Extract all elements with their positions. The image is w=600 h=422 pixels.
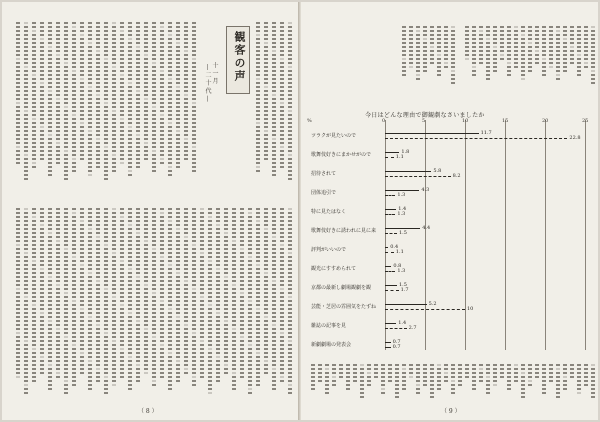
text-column bbox=[444, 26, 450, 70]
text-column bbox=[272, 208, 278, 392]
text-column bbox=[430, 26, 436, 66]
text-column bbox=[437, 26, 443, 78]
text-column bbox=[32, 208, 38, 384]
text-column bbox=[514, 26, 520, 70]
text-column bbox=[264, 208, 270, 376]
text-column bbox=[80, 22, 86, 162]
text-column bbox=[160, 208, 166, 380]
text-column bbox=[423, 26, 429, 74]
text-column bbox=[184, 22, 190, 162]
text-column bbox=[563, 364, 569, 392]
text-column bbox=[311, 364, 317, 392]
text-column bbox=[570, 364, 576, 380]
text-column bbox=[176, 22, 182, 170]
text-column bbox=[128, 208, 134, 392]
data-label: 1.7 bbox=[400, 287, 409, 293]
data-label: 4.3 bbox=[421, 187, 430, 193]
category-label: 観光にすすめられて bbox=[311, 266, 357, 272]
bar-series-2 bbox=[385, 271, 395, 272]
text-column bbox=[577, 26, 583, 78]
text-column bbox=[381, 364, 387, 396]
bar-series-2 bbox=[385, 195, 395, 196]
text-column bbox=[374, 364, 380, 380]
category-label: 評判がいいので bbox=[311, 247, 347, 253]
data-label: 0.8 bbox=[393, 263, 402, 269]
text-column bbox=[24, 22, 30, 182]
text-column bbox=[192, 208, 198, 388]
text-column bbox=[128, 22, 134, 178]
text-column bbox=[591, 26, 597, 86]
data-label: 1.3 bbox=[397, 192, 406, 198]
bar-series-1 bbox=[385, 133, 479, 134]
data-label: 1.3 bbox=[397, 268, 406, 274]
text-column bbox=[72, 208, 78, 388]
text-column bbox=[507, 26, 513, 78]
text-column bbox=[200, 208, 206, 380]
text-column bbox=[56, 22, 62, 166]
article-title: 観客の声 bbox=[233, 31, 246, 83]
text-column bbox=[256, 22, 262, 174]
text-column bbox=[521, 26, 527, 82]
text-column bbox=[430, 364, 436, 400]
article-subtitle-age: ― 二 十 代 ― bbox=[204, 64, 211, 102]
category-label: 新劇劇場の発表会 bbox=[311, 342, 352, 348]
magazine-spread bbox=[2, 2, 598, 420]
text-column bbox=[112, 208, 118, 388]
text-column bbox=[48, 208, 54, 392]
bar-series-2 bbox=[385, 328, 407, 329]
text-column bbox=[584, 26, 590, 70]
text-column bbox=[280, 22, 286, 170]
data-label: 2.7 bbox=[408, 325, 417, 331]
text-column bbox=[472, 26, 478, 78]
text-column bbox=[360, 364, 366, 400]
bar-series-1 bbox=[385, 266, 391, 267]
text-column bbox=[136, 22, 142, 170]
text-column bbox=[507, 364, 513, 392]
text-column bbox=[346, 364, 352, 392]
text-column bbox=[514, 364, 520, 384]
text-column bbox=[136, 208, 142, 384]
data-label: 1.4 bbox=[398, 206, 407, 212]
text-column bbox=[318, 364, 324, 384]
bar-series-2 bbox=[385, 176, 451, 177]
text-column bbox=[40, 208, 46, 376]
text-column bbox=[465, 364, 471, 380]
text-column bbox=[264, 22, 270, 162]
text-column bbox=[176, 208, 182, 384]
text-column bbox=[549, 26, 555, 70]
data-label: 11.7 bbox=[480, 130, 492, 136]
text-column bbox=[40, 22, 46, 162]
text-column bbox=[288, 22, 294, 182]
text-column bbox=[272, 22, 278, 178]
category-label: 雑誌の記事を見 bbox=[311, 323, 347, 329]
bar-series-1 bbox=[385, 228, 420, 229]
bar-series-2 bbox=[385, 309, 465, 310]
text-column bbox=[535, 364, 541, 380]
data-label: 0.7 bbox=[392, 344, 401, 350]
text-column bbox=[120, 22, 126, 166]
grid-line bbox=[425, 120, 426, 350]
bar-series-1 bbox=[385, 342, 391, 343]
text-column bbox=[479, 26, 485, 66]
text-column bbox=[48, 22, 54, 178]
data-label: 1.3 bbox=[397, 211, 406, 217]
text-column bbox=[472, 364, 478, 392]
text-column bbox=[584, 364, 590, 388]
category-label: 芸能・芝居の雰囲気をたずね bbox=[311, 304, 377, 310]
grid-line bbox=[385, 120, 386, 350]
text-column bbox=[416, 364, 422, 396]
text-column bbox=[240, 208, 246, 380]
text-column bbox=[416, 26, 422, 82]
text-column bbox=[144, 22, 150, 162]
grid-line bbox=[465, 120, 466, 350]
category-label: 団体追引で bbox=[311, 190, 337, 196]
text-column bbox=[395, 364, 401, 400]
category-label: ツラクが見たいので bbox=[311, 133, 357, 139]
text-column bbox=[500, 364, 506, 380]
category-label: 京都の最新し劇場観劇を観 bbox=[311, 285, 372, 291]
text-column bbox=[535, 26, 541, 66]
bar-series-2 bbox=[385, 233, 397, 234]
text-column bbox=[451, 26, 457, 86]
text-column bbox=[96, 22, 102, 170]
chart-unit-label: % bbox=[307, 118, 312, 124]
text-column bbox=[112, 22, 118, 174]
data-label: 1.5 bbox=[399, 282, 407, 288]
text-column bbox=[64, 22, 70, 182]
data-label: 5.2 bbox=[428, 301, 437, 307]
text-column bbox=[563, 26, 569, 74]
bar-series-1 bbox=[385, 171, 431, 172]
chart-title: 今日はどんな理由で御観劇なさいましたか bbox=[365, 112, 485, 119]
text-column bbox=[458, 364, 464, 388]
text-column bbox=[80, 208, 86, 376]
text-column bbox=[72, 22, 78, 174]
text-column bbox=[528, 364, 534, 388]
data-label: 1.5 bbox=[399, 230, 407, 236]
text-column bbox=[16, 208, 22, 380]
bar-series-2 bbox=[385, 290, 399, 291]
text-column bbox=[493, 364, 499, 388]
text-column bbox=[486, 364, 492, 396]
text-column bbox=[528, 26, 534, 74]
text-column bbox=[256, 208, 262, 388]
text-column bbox=[232, 208, 238, 392]
text-column bbox=[152, 22, 158, 174]
text-column bbox=[423, 364, 429, 388]
data-label: 1.1 bbox=[395, 249, 404, 255]
bar-series-1 bbox=[385, 152, 399, 153]
grid-line bbox=[545, 120, 546, 350]
data-label: 4.4 bbox=[422, 225, 431, 231]
bar-series-1 bbox=[385, 247, 388, 248]
grid-line bbox=[505, 120, 506, 350]
bar-series-2 bbox=[385, 252, 394, 253]
bar-series-1 bbox=[385, 304, 427, 305]
text-column bbox=[144, 208, 150, 376]
text-column bbox=[104, 22, 110, 182]
x-tick-label: 15 bbox=[502, 118, 509, 124]
text-column bbox=[451, 364, 457, 396]
data-label: 5.8 bbox=[433, 168, 442, 174]
bar-series-1 bbox=[385, 323, 396, 324]
x-tick-label: 10 bbox=[462, 118, 469, 124]
text-column bbox=[56, 208, 62, 380]
data-label: 10 bbox=[467, 306, 474, 312]
text-column bbox=[332, 364, 338, 388]
text-column bbox=[339, 364, 345, 380]
bar-series-2 bbox=[385, 157, 394, 158]
text-column bbox=[542, 26, 548, 78]
text-column bbox=[88, 208, 94, 392]
text-column bbox=[409, 26, 415, 70]
data-label: 0.4 bbox=[390, 244, 399, 250]
text-column bbox=[96, 208, 102, 384]
text-column bbox=[216, 208, 222, 384]
article-subtitle-month: 十 一 月 bbox=[211, 62, 218, 84]
bar-series-2 bbox=[385, 214, 395, 215]
bar-series-1 bbox=[385, 285, 397, 286]
right-page bbox=[301, 2, 598, 420]
category-label: 歌舞伎好きに誘われに見に来 bbox=[311, 228, 377, 234]
category-label: 歌舞伎好きにまかせがので bbox=[311, 152, 372, 158]
text-column bbox=[88, 22, 94, 178]
text-column bbox=[409, 364, 415, 380]
bar-series-2 bbox=[385, 347, 391, 348]
x-tick-label: 0 bbox=[382, 118, 386, 124]
text-column bbox=[500, 26, 506, 62]
text-column bbox=[160, 22, 166, 166]
text-column bbox=[465, 26, 471, 62]
text-column bbox=[353, 364, 359, 384]
text-column bbox=[493, 26, 499, 74]
text-column bbox=[24, 208, 30, 396]
text-column bbox=[280, 208, 286, 384]
text-column bbox=[591, 364, 597, 400]
text-column bbox=[152, 208, 158, 388]
data-label: 1.8 bbox=[401, 149, 410, 155]
bar-series-2 bbox=[385, 138, 567, 139]
text-column bbox=[248, 208, 254, 396]
category-label: 特に見たはなく bbox=[311, 209, 347, 215]
x-tick-label: 5 bbox=[422, 118, 426, 124]
text-column bbox=[120, 208, 126, 380]
text-column bbox=[388, 364, 394, 384]
article-title-box bbox=[226, 26, 250, 94]
bar-series-1 bbox=[385, 190, 419, 191]
text-column bbox=[402, 364, 408, 392]
bar-series-1 bbox=[385, 209, 396, 210]
category-label: 招待されて bbox=[311, 171, 337, 177]
text-column bbox=[192, 22, 198, 174]
text-column bbox=[104, 208, 110, 396]
data-label: 8.2 bbox=[452, 173, 461, 179]
data-label: 1.4 bbox=[398, 320, 407, 326]
text-column bbox=[479, 364, 485, 384]
text-column bbox=[367, 364, 373, 388]
text-column bbox=[184, 208, 190, 376]
data-label: 22.8 bbox=[569, 135, 581, 141]
text-column bbox=[486, 26, 492, 82]
text-column bbox=[577, 364, 583, 396]
text-column bbox=[208, 208, 214, 396]
left-page bbox=[2, 2, 299, 420]
text-column bbox=[542, 364, 548, 396]
text-column bbox=[288, 208, 294, 396]
x-tick-label: 25 bbox=[582, 118, 589, 124]
text-column bbox=[570, 26, 576, 66]
reason-chart bbox=[305, 110, 597, 360]
x-tick-label: 20 bbox=[542, 118, 549, 124]
data-label: 1.1 bbox=[395, 154, 404, 160]
text-column bbox=[437, 364, 443, 392]
text-column bbox=[402, 26, 408, 78]
text-column bbox=[444, 364, 450, 384]
text-column bbox=[168, 208, 174, 392]
grid-line bbox=[585, 120, 586, 350]
text-column bbox=[325, 364, 331, 396]
text-column bbox=[549, 364, 555, 384]
page-number-left: （ 8 ） bbox=[138, 408, 158, 415]
text-column bbox=[521, 364, 527, 400]
text-column bbox=[224, 208, 230, 376]
text-column bbox=[16, 22, 22, 166]
text-column bbox=[556, 26, 562, 82]
page-number-right: （ 9 ） bbox=[441, 408, 461, 415]
data-label: 0.7 bbox=[392, 339, 401, 345]
text-column bbox=[64, 208, 70, 396]
text-column bbox=[556, 364, 562, 400]
text-column bbox=[32, 22, 38, 170]
text-column bbox=[168, 22, 174, 178]
